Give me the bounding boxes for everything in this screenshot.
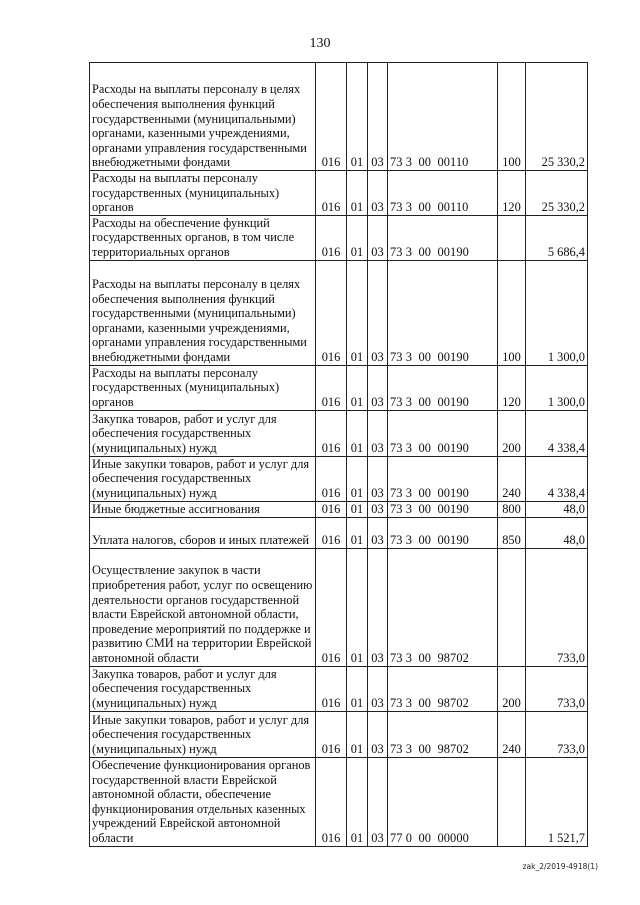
row-name: Расходы на обеспечение функций государственных органов, в том числе территориальных органов [90, 215, 316, 260]
row-name: Расходы на выплаты персоналу государственных (муниципальных) органов [90, 171, 316, 216]
table-row [90, 501, 588, 517]
target-article-code: 77 0 00 00000 [388, 757, 498, 846]
row-name: Обеспечение функционирования органов государственной власти Еврейской автономной области, обеспечение функционирования отдельных казенных учреждений Еврейской автономной области [90, 757, 316, 846]
section-code: 01 [347, 215, 368, 260]
subsection-code: 03 [368, 63, 388, 171]
target-article-code: 73 3 00 00110 [388, 63, 498, 171]
table-row [90, 757, 588, 846]
row-name: Закупка товаров, работ и услуг для обеспечения государственных (муниципальных) нужд [90, 666, 316, 711]
target-article-code: 73 3 00 00110 [388, 171, 498, 216]
section-code: 01 [347, 711, 368, 757]
section-code: 01 [347, 517, 368, 548]
amount: 733,0 [526, 666, 588, 711]
ministry-code: 016 [316, 757, 347, 846]
amount: 4 338,4 [526, 456, 588, 501]
table-row [90, 260, 588, 365]
table-row [90, 63, 588, 171]
amount: 1 521,7 [526, 757, 588, 846]
expense-type-code [498, 215, 526, 260]
subsection-code: 03 [368, 666, 388, 711]
table-row [90, 410, 588, 456]
section-code: 01 [347, 365, 368, 410]
ministry-code: 016 [316, 171, 347, 216]
amount: 25 330,2 [526, 171, 588, 216]
target-article-code: 73 3 00 98702 [388, 666, 498, 711]
row-name: Расходы на выплаты персоналу государственных (муниципальных) органов [90, 365, 316, 410]
ministry-code: 016 [316, 711, 347, 757]
target-article-code: 73 3 00 00190 [388, 260, 498, 365]
amount: 5 686,4 [526, 215, 588, 260]
amount: 1 300,0 [526, 260, 588, 365]
ministry-code: 016 [316, 410, 347, 456]
section-code: 01 [347, 757, 368, 846]
target-article-code: 73 3 00 98702 [388, 711, 498, 757]
ministry-code: 016 [316, 517, 347, 548]
ministry-code: 016 [316, 365, 347, 410]
amount: 25 330,2 [526, 63, 588, 171]
section-code: 01 [347, 410, 368, 456]
target-article-code: 73 3 00 00190 [388, 501, 498, 517]
expense-type-code: 120 [498, 365, 526, 410]
section-code: 01 [347, 501, 368, 517]
subsection-code: 03 [368, 260, 388, 365]
subsection-code: 03 [368, 215, 388, 260]
ministry-code: 016 [316, 260, 347, 365]
row-name: Иные закупки товаров, работ и услуг для обеспечения государственных (муниципальных) нужд [90, 456, 316, 501]
table-row [90, 365, 588, 410]
row-name: Закупка товаров, работ и услуг для обеспечения государственных (муниципальных) нужд [90, 410, 316, 456]
row-name: Расходы на выплаты персоналу в целях обеспечения выполнения функций государственными (муниципальными) органами, казенными учреждениями, органами управления государственными внебюджетными фондами [90, 63, 316, 171]
subsection-code: 03 [368, 171, 388, 216]
page-number: 130 [309, 36, 331, 51]
subsection-code: 03 [368, 711, 388, 757]
table-row [90, 456, 588, 501]
ministry-code: 016 [316, 215, 347, 260]
document-reference: zak_2/2019-4918(1) [522, 862, 598, 871]
row-name: Осуществление закупок в части приобретения работ, услуг по освещению деятельности органов государственной власти Еврейской автономной области, проведение мероприятий по поддержке и развитию СМИ на территории Еврейской автономной области [90, 548, 316, 666]
expense-type-code: 200 [498, 666, 526, 711]
amount: 733,0 [526, 548, 588, 666]
table-row [90, 711, 588, 757]
section-code: 01 [347, 260, 368, 365]
subsection-code: 03 [368, 456, 388, 501]
target-article-code: 73 3 00 00190 [388, 410, 498, 456]
expense-type-code: 100 [498, 63, 526, 171]
amount: 48,0 [526, 517, 588, 548]
ministry-code: 016 [316, 456, 347, 501]
expense-type-code [498, 757, 526, 846]
target-article-code: 73 3 00 00190 [388, 456, 498, 501]
section-code: 01 [347, 548, 368, 666]
expense-type-code: 100 [498, 260, 526, 365]
amount: 4 338,4 [526, 410, 588, 456]
expense-type-code: 120 [498, 171, 526, 216]
table-row [90, 215, 588, 260]
ministry-code: 016 [316, 63, 347, 171]
subsection-code: 03 [368, 501, 388, 517]
expense-type-code: 800 [498, 501, 526, 517]
section-code: 01 [347, 666, 368, 711]
subsection-code: 03 [368, 410, 388, 456]
section-code: 01 [347, 63, 368, 171]
expense-type-code: 240 [498, 456, 526, 501]
table-row [90, 171, 588, 216]
subsection-code: 03 [368, 517, 388, 548]
row-name: Иные бюджетные ассигнования [90, 501, 316, 517]
row-name: Уплата налогов, сборов и иных платежей [90, 517, 316, 548]
table-row [90, 517, 588, 548]
target-article-code: 73 3 00 00190 [388, 365, 498, 410]
section-code: 01 [347, 171, 368, 216]
target-article-code: 73 3 00 00190 [388, 517, 498, 548]
expense-type-code: 200 [498, 410, 526, 456]
subsection-code: 03 [368, 757, 388, 846]
row-name: Иные закупки товаров, работ и услуг для обеспечения государственных (муниципальных) нужд [90, 711, 316, 757]
ministry-code: 016 [316, 548, 347, 666]
row-name: Расходы на выплаты персоналу в целях обеспечения выполнения функций государственными (муниципальными) органами, казенными учреждениями, органами управления государственными внебюджетными фондами [90, 260, 316, 365]
budget-table [89, 62, 588, 847]
table-row [90, 666, 588, 711]
amount: 1 300,0 [526, 365, 588, 410]
expense-type-code: 240 [498, 711, 526, 757]
section-code: 01 [347, 456, 368, 501]
table-row [90, 548, 588, 666]
expense-type-code: 850 [498, 517, 526, 548]
ministry-code: 016 [316, 666, 347, 711]
ministry-code: 016 [316, 501, 347, 517]
target-article-code: 73 3 00 00190 [388, 215, 498, 260]
subsection-code: 03 [368, 548, 388, 666]
target-article-code: 73 3 00 98702 [388, 548, 498, 666]
subsection-code: 03 [368, 365, 388, 410]
amount: 733,0 [526, 711, 588, 757]
expense-type-code [498, 548, 526, 666]
amount: 48,0 [526, 501, 588, 517]
